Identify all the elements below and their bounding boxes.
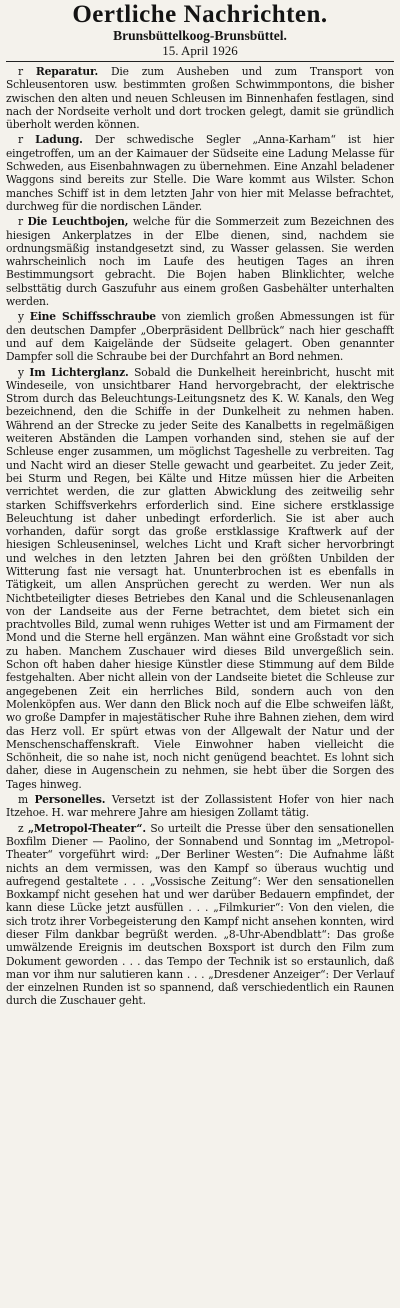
article-reparatur [6, 65, 394, 131]
article-body: Der schwedische Segler „Anna-Karham“ ist hier eingetroffen, um an der Kaimauer der Südseite eine Ladung Melasse für Schweden, aus Eisenbahnwagen zu übernehmen. Eine Anzahl beladener Waggons sind bereits zur Stelle. Die Ware kommt aus Wilster. Schon manches Schiff ist in dem letzten Jahr von hier mit Melasse befrachtet, durchweg für die nordischen Länder. [6, 133, 394, 213]
article-marker: r [18, 65, 23, 78]
article-metropol-theater [6, 822, 394, 1008]
article-heading: Reparatur. [35, 65, 99, 78]
dateline: 15. April 1926 [162, 43, 238, 58]
section-title: Oertliche Nachrichten. [72, 1, 328, 28]
article-body: Versetzt ist der Zollassistent Hofer von hier nach Itzehoe. H. war mehrere Jahre am hiesigen Zollamt tätig. [6, 793, 394, 820]
article-body: welche für die Sommerzeit zum Bezeichnen des hiesigen Ankerplatzes in der Elbe dienen, sind, nachdem sie ordnungsmäßig instandgesetzt sind, zu Wasser gelassen. Sie werden wahrscheinlich noch im Laufe des heutigen Tages an ihren Bestimmungsort gebracht. Die Bojen haben Blinklichter, welche selbsttätig durch Gaszufuhr aus einem großen Gasbehälter unterhalten werden. [6, 215, 394, 309]
article-body: Die zum Ausheben und zum Transport von Schleusentoren usw. bestimmten großen Schwimmpontons, die bisher zwischen den alten und neuen Schleusen im Binnenhafen festlagen, sind nach der Nordseite verholt und dort trocken gelegt, damit sie gründlich überholt werden können. [6, 65, 395, 132]
article-leuchtbojen [6, 215, 394, 308]
article-heading: Eine Schiffsschraube [29, 310, 156, 324]
article-lichterglanz [6, 366, 394, 792]
article-personelles [6, 793, 394, 820]
masthead-rule [6, 61, 394, 62]
article-heading: Die Leuchtbojen, [27, 215, 129, 229]
article-marker: y [18, 365, 24, 379]
section-subtitle: Brunsbüttelkoog-Brunsbüttel. [113, 28, 287, 43]
masthead [6, 2, 394, 58]
article-body: Sobald die Dunkelheit hereinbricht, huscht mit Windeseile, von unsichtbarer Hand hervorgebracht, der elektrische Strom durch das Beleuchtungs-Leitungsnetz des K. W. Kanals, den Weg bezeichnend, den die Schiffe in der Dunkelheit zu nehmen haben. Während an der Strecke zu jeder Seite des Kanalbetts in regelmäßigen weiteren Abständen die Lampen vorhanden sind, stehen sie auf der Schleuse enger zusammen, um möglichst Tageshelle zu verbreiten. Tag und Nacht wird an dieser Stelle gewacht und gearbeitet. Zu jeder Zeit, bei Sturm und Regen, bei Kälte und Hitze müssen hier die Arbeiten verrichtet werden, die zur glatten Abwicklung des zeitweilig sehr starken Schiffsverkehrs erforderlich sind. Eine sichere erstklassige Beleuchtung ist daher unbedingt erforderlich. Sie ist aber auch vorhanden, dafür sorgt das große erstklassige Kraftwerk auf der hiesigen Schleuseninsel, welches Licht und Kraft sicher hervorbringt und welches in den letzten Jahren bei den größten Unbilden der Witterung fast nie versagt hat. Ununterbrochen ist es ebenfalls in Tätigkeit, um allen Ansprüchen gerecht zu werden. Wer nun als Nichtbeteiligter dieses Betriebes den Kanal und die Schleusenanlagen von der Landseite aus der Ferne betrachtet, dem bietet sich ein prachtvolles Bild, zumal wenn ruhiges Wetter ist und am Firmament der Mond und die Sterne hell ergänzen. Man wähnt eine Großstadt vor sich zu haben. Manchem Zuschauer wird dieses Bild unvergeßlich sein. Schon oft haben daher hiesige Künstler diese Stimmung auf dem Bilde festgehalten. Aber nicht allein von der Landseite bietet die Schleuse zur angegebenen Zeit ein herrliches Bild, sondern auch von den Molenköpfen aus. Wer dann den Blick noch auf die Elbe schweifen läßt, wo große Dampfer in majestätischer Ruhe ihre Bahnen ziehen, dem wird das Herz voll. Er spürt etwas von der Allgewalt der Natur und der Menschenschaffenskraft. Viele Einwohner haben vielleicht die Schönheit, die so nahe ist, noch nicht genügend beachtet. Es lohnt sich daher, diese in Augenschein zu nehmen, sie hebt über die Sorgen des Tages hinweg. [6, 365, 395, 791]
article-ladung [6, 133, 394, 213]
article-marker: m [18, 793, 28, 807]
article-body: So urteilt die Presse über den sensationellen Boxfilm Diener — Paolino, der Sonnabend und Sonntag im „Metropol-Theater“ vorgeführt wird: „Der Berliner Westen“: Die Aufnahme läßt nichts an dem vermissen, was den Kampf so überaus wuchtig und aufregend gestaltete . . . „Vossische Zeitung“: Wer den sensationellen Boxkampf nicht gesehen hat und wer darüber Bedauern empfindet, der kann diese Lücke jetzt ausfüllen . . . „Filmkurier“: Von den vielen, die sich trotz ihrer Vorbegeisterung den Kampf nicht ansehen konnten, wird dieser Film dankbar begrüßt werden. „8-Uhr-Abendblatt“: Das große umwälzende Ereignis im deutschen Boxsport ist durch den Film zum Dokument geworden . . . das Tempo der Technik ist so erstaunlich, daß man vor ihm nur salutieren kann . . . „Dresdener Anzeiger“: Der Verlauf der einzelnen Runden ist so spannend, daß verschiedentlich ein Raunen durch die Zuschauer geht. [6, 821, 395, 1008]
article-heading: „Metropol-Theater“. [27, 821, 146, 835]
article-marker: z [18, 821, 24, 835]
article-heading: Im Lichterglanz. [29, 365, 129, 379]
article-marker: r [18, 133, 23, 147]
article-heading: Personelles. [34, 793, 106, 807]
article-heading: Ladung. [35, 133, 83, 147]
article-body: von ziemlich großen Abmessungen ist für den deutschen Dampfer „Oberpräsident Dellbrück“ nach hier geschafft und auf dem Kaigelände der Südseite gelagert. Oben genannter Dampfer soll die Schraube bei der Durchfahrt an Bord nehmen. [6, 310, 395, 364]
article-marker: r [18, 215, 23, 229]
article-marker: y [18, 310, 24, 324]
article-schiffsschraube [6, 310, 394, 363]
